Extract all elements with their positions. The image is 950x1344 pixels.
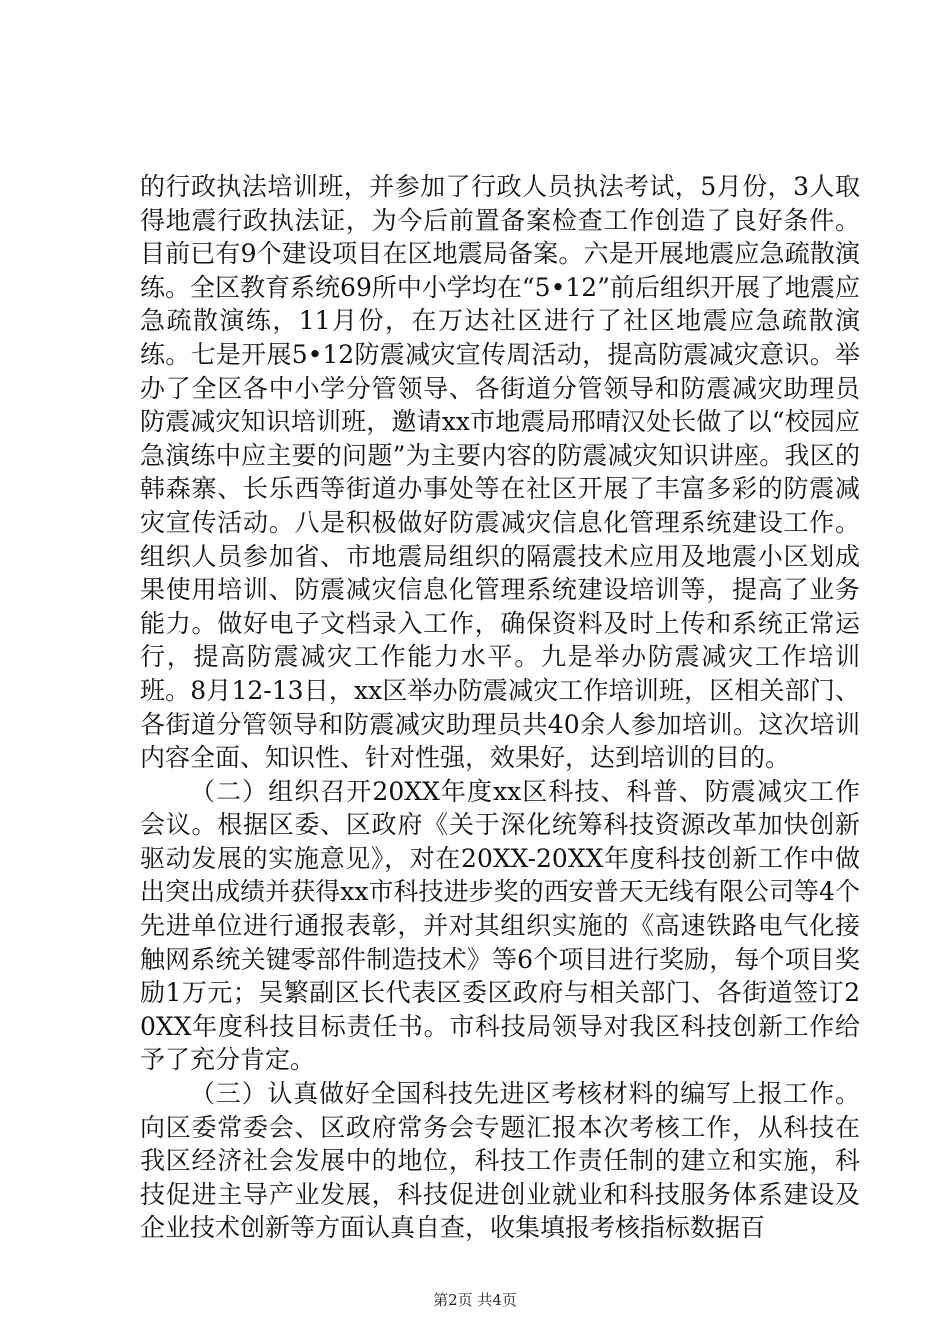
page-number-footer: 第2页 共4页 [433,1291,517,1309]
paragraph-section-3: （三）认真做好全国科技先进区考核材料的编写上报工作。向区委常委会、区政府常务会专题汇报本次考核工作，从科技在我区经济社会发展中的地位，科技工作责任制的建立和实施，科技促进主导产业发展，科技促进创业就业和科技服务体系建设及企业技术创新等方面认真自查，收集填报考核指标数据百 [140,1079,860,1243]
document-body [140,170,860,1245]
paragraph-continuation: 的行政执法培训班，并参加了行政人员执法考试，5月份，3人取得地震行政执法证，为今后前置备案检查工作创造了良好条件。目前已有9个建设项目在区地震局备案。六是开展地震应急疏散演练。全区教育系统69所中小学均在“5•12”前后组织开展了地震应急疏散演练，11月份，在万达社区进行了社区地震应急疏散演练。七是开展5•12防震减灾宣传周活动，提高防震减灾意识。举办了全区各中小学分管领导、各街道分管领导和防震减灾助理员防震减灾知识培训班，邀请xx市地震局邢晴汉处长做了以“校园应急演练中应主要的问题”为主要内容的防震减灾知识讲座。我区的韩森寨、长乐西等街道办事处等在社区开展了丰富多彩的防震减灾宣传活动。八是积极做好防震减灾信息化管理系统建设工作。组织人员参加省、市地震局组织的隔震技术应用及地震小区划成果使用培训、防震减灾信息化管理系统建设培训等，提高了业务能力。做好电子文档录入工作，确保资料及时上传和系统正常运行，提高防震减灾工作能力水平。九是举办防震减灾工作培训班。8月12-13日，xx区举办防震减灾工作培训班，区相关部门、各街道分管领导和防震减灾助理员共40余人参加培训。这次培训内容全面、知识性、针对性强，效果好，达到培训的目的。 [140,172,860,773]
paragraph-section-2: （二）组织召开20XX年度xx区科技、科普、防震减灾工作会议。根据区委、区政府《关于深化统筹科技资源改革加快创新驱动发展的实施意见》，对在20XX-20XX年度科技创新工作中做出突出成绩并获得xx市科技进步奖的西安普天无线有限公司等4个先进单位进行通报表彰，并对其组织实施的《高速铁路电气化接触网系统关键零部件制造技术》等6个项目进行奖励，每个项目奖励1万元；吴繁副区长代表区委区政府与相关部门、各街道签订20XX年度科技目标责任书。市科技局领导对我区科技创新工作给予了充分肯定。 [140,776,860,1075]
